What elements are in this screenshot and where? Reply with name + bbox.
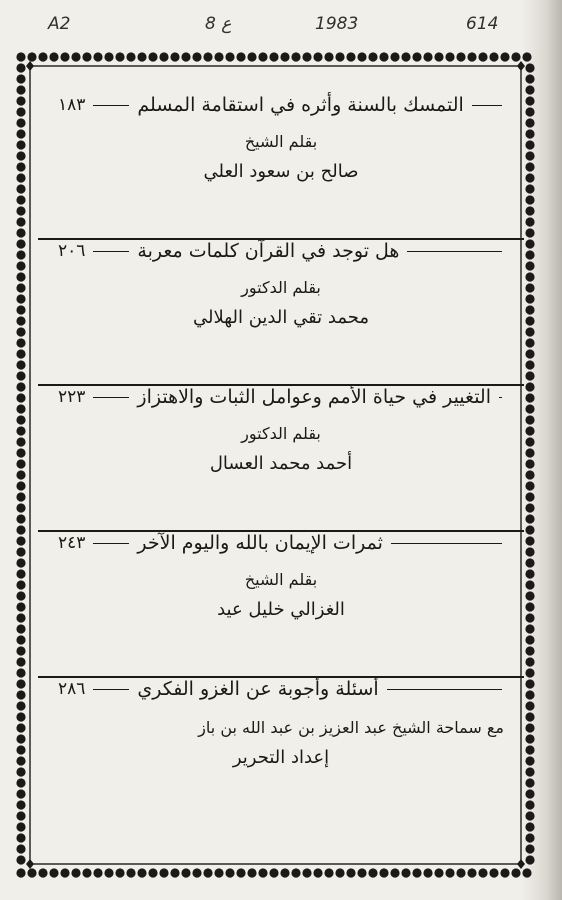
toc-entry-heading <box>58 674 504 704</box>
editorial-credit: إعداد التحرير <box>232 747 330 768</box>
border-bead <box>269 52 278 61</box>
border-bead <box>16 294 25 303</box>
border-bead <box>126 868 135 877</box>
border-bead <box>16 96 25 105</box>
border-bead <box>16 635 25 644</box>
author-name: محمد تقي الدين الهلالي <box>192 307 370 328</box>
toc-entry-heading <box>58 382 504 412</box>
border-bead <box>16 701 25 710</box>
border-bead <box>16 778 25 787</box>
border-bead <box>467 52 476 61</box>
border-bead <box>16 657 25 666</box>
leader-line <box>93 105 129 106</box>
leader-line <box>387 689 502 690</box>
border-bead <box>525 492 534 501</box>
byline: بقلم الشيخ <box>244 132 318 151</box>
border-bead <box>16 756 25 765</box>
border-bead <box>170 52 179 61</box>
border-bead <box>38 52 47 61</box>
border-bead <box>16 646 25 655</box>
border-bead <box>525 547 534 556</box>
decorative-frame <box>14 50 537 880</box>
border-bead <box>16 184 25 193</box>
border-bead <box>525 525 534 534</box>
byline: بقلم الدكتور <box>241 424 321 443</box>
border-bead <box>525 129 534 138</box>
border-bead <box>269 868 278 877</box>
border-bead <box>500 868 509 877</box>
page-number: ٢٠٦ <box>58 241 86 261</box>
border-bead <box>525 822 534 831</box>
border-bead <box>247 52 256 61</box>
border-bead <box>525 426 534 435</box>
border-bead <box>324 868 333 877</box>
border-bead <box>525 613 534 622</box>
border-bead <box>16 360 25 369</box>
border-bead <box>525 261 534 270</box>
border-bead <box>16 63 25 72</box>
border-bead <box>525 349 534 358</box>
border-bead <box>423 52 432 61</box>
border-bead <box>16 217 25 226</box>
border-bead <box>525 745 534 754</box>
border-bead <box>357 868 366 877</box>
toc-entry <box>58 236 504 382</box>
border-bead <box>38 868 47 877</box>
border-bead <box>16 723 25 732</box>
border-bead <box>27 868 36 877</box>
border-bead <box>445 868 454 877</box>
border-bead <box>16 844 25 853</box>
border-bead <box>390 52 399 61</box>
border-bead <box>16 52 25 61</box>
border-bead <box>525 184 534 193</box>
border-bead <box>49 52 58 61</box>
border-bead <box>525 503 534 512</box>
border-bead <box>16 668 25 677</box>
toc-entry-heading <box>58 236 504 266</box>
leader-line <box>93 397 129 398</box>
border-bead <box>71 868 80 877</box>
border-bead <box>525 668 534 677</box>
border-bead <box>16 745 25 754</box>
border-bead <box>16 195 25 204</box>
border-bead <box>525 690 534 699</box>
border-bead <box>16 855 25 864</box>
border-bead <box>71 52 80 61</box>
border-bead <box>16 690 25 699</box>
border-bead <box>525 437 534 446</box>
border-bead <box>16 525 25 534</box>
border-bead <box>525 459 534 468</box>
border-bead <box>16 305 25 314</box>
border-bead <box>170 868 179 877</box>
border-bead <box>16 327 25 336</box>
border-bead <box>16 679 25 688</box>
border-bead <box>16 228 25 237</box>
border-bead <box>525 96 534 105</box>
border-bead <box>525 327 534 336</box>
border-bead <box>16 316 25 325</box>
border-bead <box>525 778 534 787</box>
article-title: هل توجد في القرآن كلمات معربة <box>137 240 400 262</box>
border-bead <box>16 283 25 292</box>
border-bead <box>137 868 146 877</box>
leader-line <box>93 689 129 690</box>
border-bead <box>16 74 25 83</box>
border-bead <box>16 811 25 820</box>
border-bead <box>324 52 333 61</box>
border-bead <box>203 868 212 877</box>
border-bead <box>16 514 25 523</box>
border-bead <box>525 514 534 523</box>
border-bead <box>525 195 534 204</box>
border-bead <box>525 283 534 292</box>
border-bead <box>60 868 69 877</box>
border-bead <box>16 789 25 798</box>
border-bead <box>16 206 25 215</box>
border-bead <box>16 382 25 391</box>
border-bead <box>525 217 534 226</box>
border-bead <box>16 261 25 270</box>
border-bead <box>346 52 355 61</box>
border-bead <box>280 52 289 61</box>
leader-line <box>93 251 129 252</box>
border-bead <box>525 173 534 182</box>
border-bead <box>16 569 25 578</box>
border-bead <box>525 536 534 545</box>
border-bead <box>16 547 25 556</box>
border-bead <box>16 602 25 611</box>
handwritten-note-right: 614 <box>466 14 499 34</box>
border-bead <box>412 52 421 61</box>
border-bead <box>335 52 344 61</box>
border-bead <box>16 459 25 468</box>
page-number: ١٨٣ <box>58 95 86 115</box>
border-bead <box>456 868 465 877</box>
border-bead <box>16 107 25 116</box>
border-bead <box>489 868 498 877</box>
border-bead <box>525 206 534 215</box>
border-bead <box>511 868 520 877</box>
border-bead <box>16 85 25 94</box>
border-bead <box>192 52 201 61</box>
border-bead <box>16 118 25 127</box>
border-bead <box>525 833 534 842</box>
border-bead <box>280 868 289 877</box>
border-bead <box>60 52 69 61</box>
border-bead <box>16 868 25 877</box>
border-bead <box>236 868 245 877</box>
border-bead <box>16 349 25 358</box>
border-bead <box>16 624 25 633</box>
border-bead <box>115 868 124 877</box>
border-bead <box>137 52 146 61</box>
border-bead <box>525 338 534 347</box>
border-ornament <box>517 61 525 71</box>
author-name: صالح بن سعود العلي <box>203 161 359 182</box>
page-number: ٢٤٣ <box>58 533 86 553</box>
border-bead <box>525 624 534 633</box>
border-bead <box>16 250 25 259</box>
border-bead <box>225 52 234 61</box>
toc-entry <box>58 382 504 528</box>
border-bead <box>104 52 113 61</box>
border-bead <box>434 868 443 877</box>
border-bead <box>525 118 534 127</box>
border-bead <box>525 162 534 171</box>
border-ornament <box>26 859 34 869</box>
border-bead <box>16 129 25 138</box>
border-bead <box>93 52 102 61</box>
border-bead <box>159 868 168 877</box>
border-bead <box>525 239 534 248</box>
border-bead <box>489 52 498 61</box>
border-bead <box>16 437 25 446</box>
border-bead <box>16 580 25 589</box>
border-bead <box>525 679 534 688</box>
border-bead <box>16 415 25 424</box>
border-bead <box>236 52 245 61</box>
border-bead <box>379 52 388 61</box>
article-title: التمسك بالسنة وأثره في استقامة المسلم <box>137 94 464 116</box>
border-bead <box>16 393 25 402</box>
border-bead <box>148 52 157 61</box>
leader-line <box>472 105 502 106</box>
border-bead <box>27 52 36 61</box>
border-bead <box>258 868 267 877</box>
border-bead <box>412 868 421 877</box>
article-title: أسئلة وأجوبة عن الغزو الفكري <box>137 678 379 700</box>
border-bead <box>16 173 25 182</box>
border-bead <box>291 868 300 877</box>
toc-entry <box>58 528 504 674</box>
border-bead <box>291 52 300 61</box>
border-bead <box>525 591 534 600</box>
border-bead <box>16 272 25 281</box>
border-bead <box>16 591 25 600</box>
page-number: ٢٢٣ <box>58 387 86 407</box>
border-bead <box>16 822 25 831</box>
border-bead <box>16 833 25 842</box>
border-bead <box>434 52 443 61</box>
border-bead <box>302 52 311 61</box>
border-bead <box>16 140 25 149</box>
border-bead <box>467 868 476 877</box>
border-bead <box>16 712 25 721</box>
border-bead <box>401 868 410 877</box>
toc-entry <box>58 674 504 820</box>
author-name: الغزالي خليل عيد <box>217 599 345 620</box>
border-ornament <box>517 859 525 869</box>
border-bead <box>49 868 58 877</box>
table-of-contents <box>58 90 504 820</box>
border-bead <box>16 448 25 457</box>
toc-entry <box>58 90 504 236</box>
toc-entry-heading <box>58 528 504 558</box>
article-title: التغيير في حياة الأمم وعوامل الثبات والاهتزاز <box>137 386 492 408</box>
border-bead <box>478 52 487 61</box>
border-bead <box>525 701 534 710</box>
border-bead <box>16 371 25 380</box>
byline: بقلم الدكتور <box>241 278 321 297</box>
border-bead <box>525 712 534 721</box>
border-bead <box>258 52 267 61</box>
border-bead <box>525 767 534 776</box>
border-bead <box>525 228 534 237</box>
leader-line <box>407 251 502 252</box>
border-bead <box>525 272 534 281</box>
border-bead <box>525 756 534 765</box>
border-bead <box>82 52 91 61</box>
border-bead <box>368 52 377 61</box>
border-bead <box>525 151 534 160</box>
border-bead <box>423 868 432 877</box>
border-bead <box>148 868 157 877</box>
border-bead <box>525 250 534 259</box>
border-bead <box>525 723 534 732</box>
border-bead <box>525 85 534 94</box>
border-bead <box>525 371 534 380</box>
border-bead <box>16 470 25 479</box>
border-bead <box>511 52 520 61</box>
border-bead <box>445 52 454 61</box>
border-bead <box>525 316 534 325</box>
handwritten-note-left: A2 <box>48 14 71 34</box>
border-bead <box>525 74 534 83</box>
border-bead <box>525 844 534 853</box>
border-bead <box>525 646 534 655</box>
page-number: ٢٨٦ <box>58 679 86 699</box>
border-bead <box>82 868 91 877</box>
border-ornament <box>26 61 34 71</box>
border-bead <box>390 868 399 877</box>
border-bead <box>525 415 534 424</box>
border-bead <box>225 868 234 877</box>
border-bead <box>16 536 25 545</box>
byline: بقلم الشيخ <box>244 570 318 589</box>
border-bead <box>522 52 531 61</box>
border-bead <box>335 868 344 877</box>
border-bead <box>525 569 534 578</box>
border-bead <box>192 868 201 877</box>
border-bead <box>525 855 534 864</box>
border-bead <box>93 868 102 877</box>
border-bead <box>16 613 25 622</box>
border-bead <box>247 868 256 877</box>
border-bead <box>302 868 311 877</box>
border-bead <box>525 470 534 479</box>
border-bead <box>181 52 190 61</box>
border-bead <box>478 868 487 877</box>
border-bead <box>16 404 25 413</box>
border-bead <box>357 52 366 61</box>
border-bead <box>525 602 534 611</box>
border-bead <box>456 52 465 61</box>
border-bead <box>525 360 534 369</box>
border-bead <box>16 239 25 248</box>
border-bead <box>525 294 534 303</box>
border-bead <box>525 448 534 457</box>
border-bead <box>16 162 25 171</box>
border-bead <box>104 868 113 877</box>
border-bead <box>500 52 509 61</box>
border-bead <box>525 305 534 314</box>
handwritten-note-center: 1983 <box>315 14 359 34</box>
border-bead <box>16 151 25 160</box>
border-bead <box>214 868 223 877</box>
leader-line <box>93 543 129 544</box>
border-bead <box>368 868 377 877</box>
border-bead <box>159 52 168 61</box>
border-bead <box>115 52 124 61</box>
toc-entry-heading <box>58 90 504 120</box>
border-bead <box>16 734 25 743</box>
border-bead <box>313 868 322 877</box>
border-bead <box>525 393 534 402</box>
border-bead <box>16 767 25 776</box>
border-bead <box>525 481 534 490</box>
leader-line <box>499 397 502 398</box>
border-bead <box>16 800 25 809</box>
border-bead <box>313 52 322 61</box>
border-bead <box>525 635 534 644</box>
border-bead <box>525 140 534 149</box>
border-bead <box>525 811 534 820</box>
border-bead <box>16 338 25 347</box>
border-bead <box>126 52 135 61</box>
border-bead <box>16 426 25 435</box>
handwritten-note-center-left: 8 ع <box>205 14 232 34</box>
border-bead <box>401 52 410 61</box>
border-bead <box>181 868 190 877</box>
border-bead <box>525 734 534 743</box>
interview-intro: مع سماحة الشيخ عبد العزيز بن عبد الله بن باز <box>198 718 504 737</box>
border-bead <box>16 481 25 490</box>
border-bead <box>203 52 212 61</box>
border-bead <box>16 503 25 512</box>
border-bead <box>525 107 534 116</box>
border-bead <box>525 800 534 809</box>
border-bead <box>525 580 534 589</box>
border-bead <box>525 404 534 413</box>
border-bead <box>525 789 534 798</box>
border-bead <box>522 868 531 877</box>
border-bead <box>525 657 534 666</box>
author-name: أحمد محمد العسال <box>209 453 353 474</box>
leader-line <box>391 543 502 544</box>
border-bead <box>525 558 534 567</box>
article-title: ثمرات الإيمان بالله واليوم الآخر <box>137 532 383 554</box>
border-bead <box>525 382 534 391</box>
border-bead <box>346 868 355 877</box>
border-bead <box>525 63 534 72</box>
border-bead <box>379 868 388 877</box>
border-bead <box>16 558 25 567</box>
border-bead <box>214 52 223 61</box>
border-bead <box>16 492 25 501</box>
